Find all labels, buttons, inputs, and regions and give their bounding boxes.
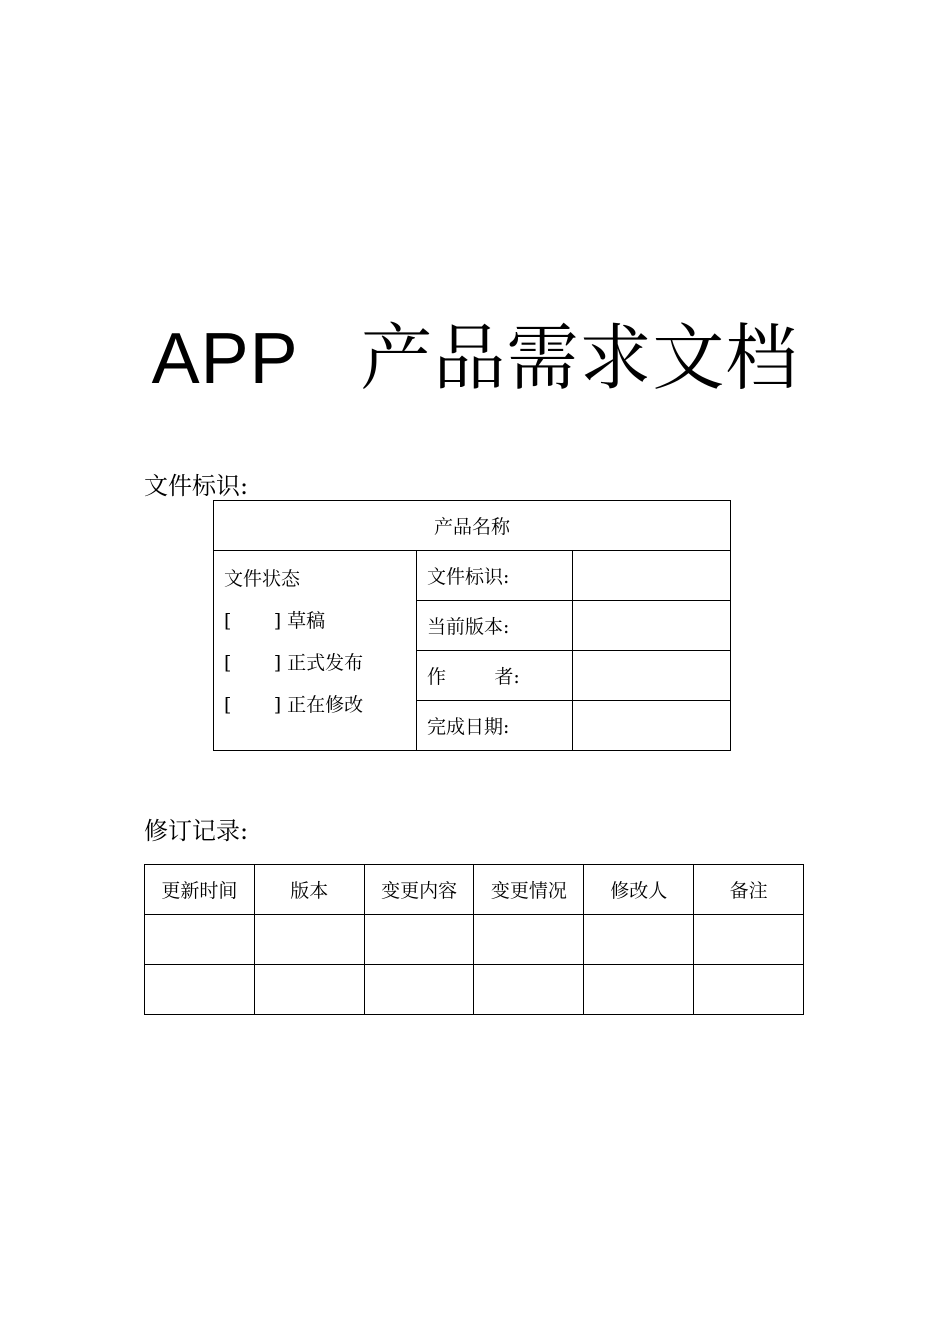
file-status-cell bbox=[214, 551, 417, 751]
field-label: 文件标识: bbox=[417, 551, 573, 601]
table-cell[interactable] bbox=[694, 915, 804, 965]
revision-section-label: 修订记录: bbox=[144, 817, 249, 845]
column-header: 变更情况 bbox=[474, 865, 584, 915]
table-header-row bbox=[145, 865, 804, 915]
field-label: 作 者: bbox=[417, 651, 573, 701]
table-row bbox=[145, 915, 804, 965]
table-cell[interactable] bbox=[694, 965, 804, 1015]
table-row bbox=[145, 965, 804, 1015]
column-header: 更新时间 bbox=[145, 865, 255, 915]
file-id-section-label: 文件标识: bbox=[144, 472, 249, 500]
document-title: APP 产品需求文档 bbox=[151, 319, 799, 399]
table-cell[interactable] bbox=[145, 965, 255, 1015]
field-value-file-id[interactable] bbox=[573, 551, 731, 601]
table-cell[interactable] bbox=[254, 915, 364, 965]
table-cell[interactable] bbox=[145, 915, 255, 965]
table-cell[interactable] bbox=[584, 915, 694, 965]
table-cell[interactable] bbox=[474, 915, 584, 965]
field-value-completion-date[interactable] bbox=[573, 701, 731, 751]
revision-table bbox=[144, 864, 804, 1015]
file-status-label: 文件状态 bbox=[224, 568, 301, 590]
field-label: 完成日期: bbox=[417, 701, 573, 751]
status-option-published[interactable]: [ ] 正式发布 bbox=[224, 652, 364, 674]
status-option-modifying[interactable]: [ ] 正在修改 bbox=[224, 694, 364, 716]
product-name-header: 产品名称 bbox=[214, 501, 731, 551]
column-header: 版本 bbox=[254, 865, 364, 915]
table-cell[interactable] bbox=[364, 965, 474, 1015]
table-row bbox=[214, 551, 731, 601]
table-cell[interactable] bbox=[474, 965, 584, 1015]
table-cell[interactable] bbox=[254, 965, 364, 1015]
field-value-version[interactable] bbox=[573, 601, 731, 651]
column-header: 变更内容 bbox=[364, 865, 474, 915]
column-header: 备注 bbox=[694, 865, 804, 915]
table-cell[interactable] bbox=[584, 965, 694, 1015]
field-label: 当前版本: bbox=[417, 601, 573, 651]
table-row bbox=[214, 501, 731, 551]
field-value-author[interactable] bbox=[573, 651, 731, 701]
status-option-draft[interactable]: [ ] 草稿 bbox=[224, 610, 326, 632]
identification-table bbox=[213, 500, 731, 751]
column-header: 修改人 bbox=[584, 865, 694, 915]
table-cell[interactable] bbox=[364, 915, 474, 965]
